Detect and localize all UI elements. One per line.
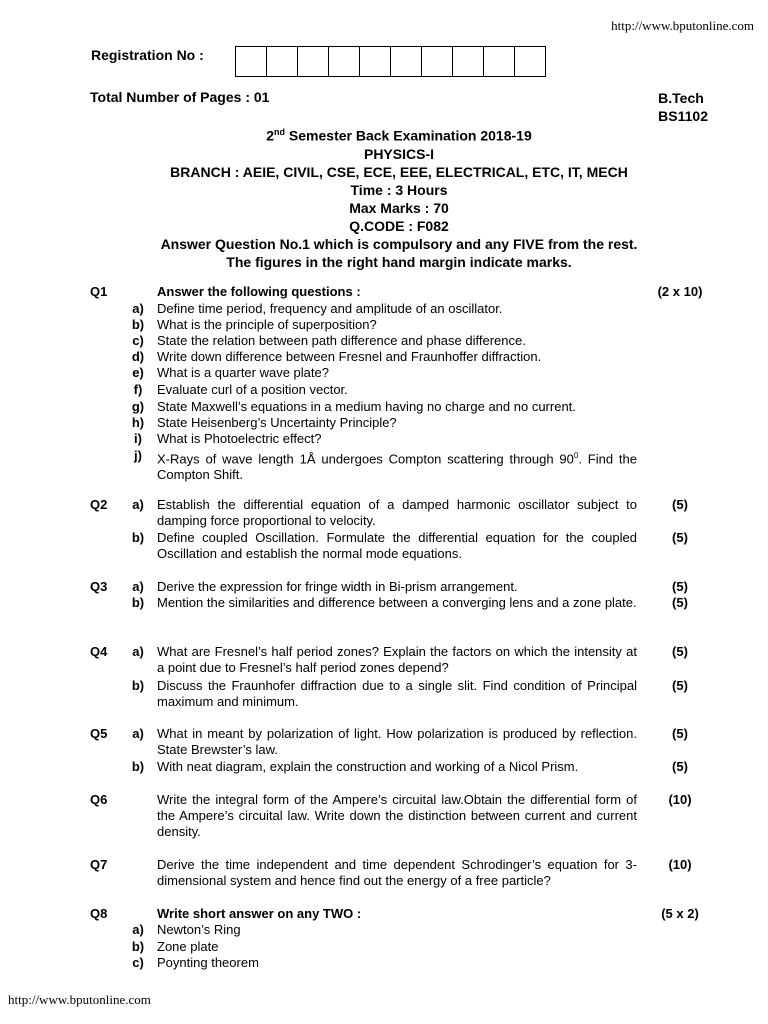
question-text: Write the integral form of the Ampere’s circuital law.Obtain the differential form of the Ampere’s circuital law. Write down the distinction between current and current density.	[157, 792, 637, 839]
part-text: Derive the expression for fringe width in Bi-prism arrangement.	[157, 579, 518, 594]
part-marks: (5)	[672, 644, 688, 659]
part-marks: (5)	[672, 678, 688, 693]
part-text: What are Fresnel’s half period zones? Explain the factors on which the intensity at a point due to Fresnel’s half period zones depend?	[157, 644, 637, 675]
course-name: B.Tech	[658, 90, 704, 106]
registration-digit-box	[266, 46, 298, 77]
registration-digit-box	[359, 46, 391, 77]
course-code: BS1102	[658, 108, 708, 124]
part-label: b)	[131, 530, 145, 545]
exam-ordinal: 2	[266, 127, 275, 144]
part-text: Define time period, frequency and amplitude of an oscillator.	[157, 301, 503, 316]
exam-title-text: Semester Back Examination 2018-19	[285, 127, 532, 144]
exam-ordinal-suffix: nd	[274, 127, 286, 137]
part-label: a)	[132, 726, 144, 741]
part-label: a)	[132, 301, 144, 316]
question-heading: Write short answer on any TWO :	[157, 906, 362, 921]
instruction-2: The figures in the right hand margin indicate marks.	[226, 253, 572, 270]
part-label: c)	[132, 333, 144, 348]
part-text: Discuss the Fraunhofer diffraction due to a single slit. Find condition of Principal maximum and minimum.	[157, 678, 637, 709]
part-text: Write down difference between Fresnel and Fraunhoffer diffraction.	[157, 349, 542, 364]
part-label: a)	[132, 922, 144, 937]
part-text: Establish the differential equation of a damped harmonic oscillator subject to damping force proportional to velocity.	[157, 497, 637, 528]
course-info	[658, 89, 708, 125]
registration-number-boxes	[236, 46, 546, 77]
branch: BRANCH : AEIE, CIVIL, CSE, ECE, EEE, ELECTRICAL, ETC, IT, MECH	[170, 163, 628, 180]
question-marks: (10)	[668, 857, 692, 872]
part-marks: (5)	[672, 759, 688, 774]
part-text: Mention the similarities and difference between a converging lens and a zone plate.	[157, 595, 637, 610]
part-text: State Heisenberg’s Uncertainty Principle?	[157, 415, 397, 430]
registration-digit-box	[390, 46, 422, 77]
part-marks: (5)	[672, 726, 688, 741]
question-number: Q6	[90, 792, 108, 807]
question-number: Q5	[90, 726, 108, 741]
question-number: Q2	[90, 497, 108, 512]
part-label: b)	[131, 939, 145, 954]
exam-time: Time : 3 Hours	[350, 181, 448, 198]
registration-digit-box	[483, 46, 515, 77]
part-text: Newton’s Ring	[157, 922, 241, 937]
part-marks: (5)	[672, 595, 688, 610]
part-label: f)	[133, 382, 143, 397]
part-label: c)	[132, 955, 144, 970]
registration-digit-box	[235, 46, 267, 77]
part-text: What is Photoelectric effect?	[157, 431, 322, 446]
source-url-bottom[interactable]: http://www.bputonline.com	[8, 992, 151, 1007]
part-text: Evaluate curl of a position vector.	[157, 382, 348, 397]
part-label: e)	[132, 365, 144, 380]
part-marks: (5)	[672, 497, 688, 512]
source-url-top[interactable]: http://www.bputonline.com	[611, 18, 754, 33]
part-marks: (5)	[672, 579, 688, 594]
question-text: Derive the time independent and time dependent Schrodinger’s equation for 3-dimensional system and hence find out the energy of a free particle?	[157, 857, 637, 888]
question-marks: (10)	[668, 792, 692, 807]
part-label: a)	[132, 579, 144, 594]
question-number: Q8	[90, 906, 108, 921]
part-label: g)	[131, 399, 145, 414]
part-text: State Maxwell’s equations in a medium having no charge and no current.	[157, 399, 576, 414]
registration-digit-box	[514, 46, 546, 77]
part-text: What in meant by polarization of light. How polarization is produced by reflection. State Brewster’s law.	[157, 726, 637, 757]
question-number: Q1	[90, 284, 108, 299]
question-heading: Answer the following questions :	[157, 284, 361, 299]
part-label: i)	[134, 431, 142, 446]
exam-title	[0, 123, 768, 145]
part-label: j)	[134, 448, 142, 463]
subject: PHYSICS-I	[363, 145, 434, 162]
part-label: b)	[131, 595, 145, 610]
part-text: With neat diagram, explain the construction and working of a Nicol Prism.	[157, 759, 579, 774]
part-text	[157, 448, 637, 483]
part-label: h)	[131, 415, 145, 430]
part-label: b)	[131, 678, 145, 693]
registration-digit-box	[297, 46, 329, 77]
question-number: Q7	[90, 857, 108, 872]
question-number: Q3	[90, 579, 108, 594]
part-text-main: X-Rays of wave length 1Å undergoes Compton scattering through 90	[157, 451, 574, 467]
part-marks: (5)	[672, 530, 688, 545]
max-marks: Max Marks : 70	[349, 199, 449, 216]
part-label: a)	[132, 497, 144, 512]
registration-digit-box	[421, 46, 453, 77]
part-text: What is a quarter wave plate?	[157, 365, 329, 380]
registration-label: Registration No :	[91, 47, 204, 63]
part-text: State the relation between path difference and phase difference.	[157, 333, 526, 348]
degree-superscript: 0	[573, 451, 579, 460]
part-text: Zone plate	[157, 939, 219, 954]
exam-header	[0, 123, 768, 271]
question-marks: (2 x 10)	[657, 284, 703, 299]
registration-digit-box	[452, 46, 484, 77]
part-text: Poynting theorem	[157, 955, 259, 970]
instruction-1: Answer Question No.1 which is compulsory and any FIVE from the rest.	[160, 235, 638, 252]
part-label: d)	[131, 349, 145, 364]
part-text: Define coupled Oscillation. Formulate the differential equation for the coupled Oscillation and establish the normal mode equations.	[157, 530, 637, 561]
part-text: What is the principle of superposition?	[157, 317, 377, 332]
part-text-after: . Find the Compton Shift.	[157, 451, 637, 483]
question-marks: (5 x 2)	[661, 906, 699, 921]
question-number: Q4	[90, 644, 108, 659]
part-label: b)	[131, 317, 145, 332]
registration-digit-box	[328, 46, 360, 77]
part-label: a)	[132, 644, 144, 659]
question-code: Q.CODE : F082	[349, 217, 449, 234]
total-pages: Total Number of Pages : 01	[90, 89, 270, 105]
part-label: b)	[131, 759, 145, 774]
